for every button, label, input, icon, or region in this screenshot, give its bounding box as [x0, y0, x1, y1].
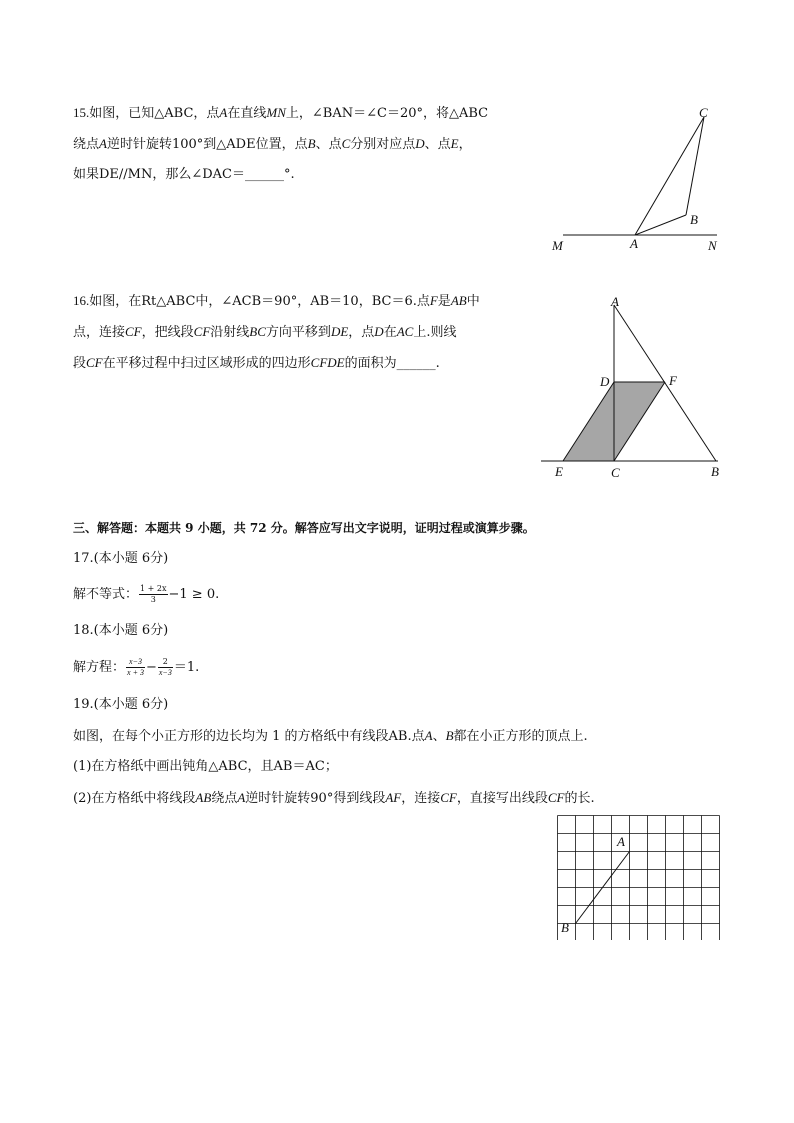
q18-header: 18.(本小题 6分) — [73, 623, 169, 638]
answer-blank: ______ — [245, 167, 285, 182]
fraction-1: $\frac{x-3}{x + 3}$ — [127, 657, 144, 677]
label-b: B — [561, 920, 569, 935]
q16-figure — [535, 290, 730, 485]
label-n: N — [708, 238, 717, 253]
segment-ab — [635, 215, 686, 235]
label-a: A — [630, 236, 638, 251]
q15-line-2: 绕点A逆时针旋转100°到△ADE位置，点B、点C分别对应点D、点E， — [73, 136, 472, 152]
label-f: F — [669, 373, 677, 388]
label-b: B — [690, 212, 698, 227]
label-c: C — [699, 105, 708, 120]
q18-body: 解方程： $\frac{x-3}{x + 3}$ − $\frac{2}{x-3}$ ＝1. — [73, 657, 200, 677]
label-a: A — [611, 294, 619, 309]
q19-part-2: (2)在方格纸中将线段AB绕点A逆时针旋转90°得到线段AF，连接CF，直接写出线段CF的长. — [73, 790, 595, 806]
grid-lines — [558, 816, 720, 941]
q15-line-1: 15.如图，已知△ABC，点A在直线MN上，∠BAN＝∠C＝20°，将△ABC — [73, 105, 489, 121]
q15-figure — [545, 100, 735, 260]
fraction-2: $\frac{2}{x-3}$ — [158, 657, 172, 677]
fraction: $\frac{1 + 2x}{3}$ — [140, 584, 167, 604]
q19-part-1: (1)在方格纸中画出钝角△ABC，且AB＝AC； — [73, 759, 338, 774]
q17-header: 17.(本小题 6分) — [73, 551, 169, 566]
q15-line-3: 如果DE//MN，那么∠DAC＝______°. — [73, 167, 295, 182]
label-c: C — [611, 465, 620, 480]
label-d: D — [600, 374, 610, 389]
answer-blank: ______ — [396, 356, 436, 371]
q16-line-1: 16.如图，在Rt△ABC中，∠ACB＝90°，AB＝10，BC＝6.点F是AB中 — [73, 293, 480, 309]
label-a: A — [617, 834, 625, 849]
label-m: M — [552, 238, 563, 253]
q19-intro: 如图，在每个小正方形的边长均为 1 的方格纸中有线段AB.点A、B都在小正方形的顶点上. — [73, 728, 588, 744]
q19-grid-figure — [554, 812, 724, 940]
section-title: 三、解答题：本题共 9 小题，共 72 分。解答应写出文字说明，证明过程或演算步骤。 — [73, 521, 535, 535]
q17-body: 解不等式： $\frac{1 + 2x}{3}$ −1 ≥ 0. — [73, 584, 220, 604]
label-e: E — [555, 464, 563, 479]
q16-line-2: 点，连接CF，把线段CF沿射线BC方向平移到DE，点D在AC上.则线 — [73, 324, 457, 340]
q16-line-3: 段CF在平移过程中扫过区域形成的四边形CFDE的面积为______. — [73, 355, 440, 371]
question-number: 16. — [73, 293, 90, 308]
q19-header: 19.(本小题 6分) — [73, 697, 169, 712]
label-b: B — [711, 464, 719, 479]
question-number: 15. — [73, 105, 90, 120]
